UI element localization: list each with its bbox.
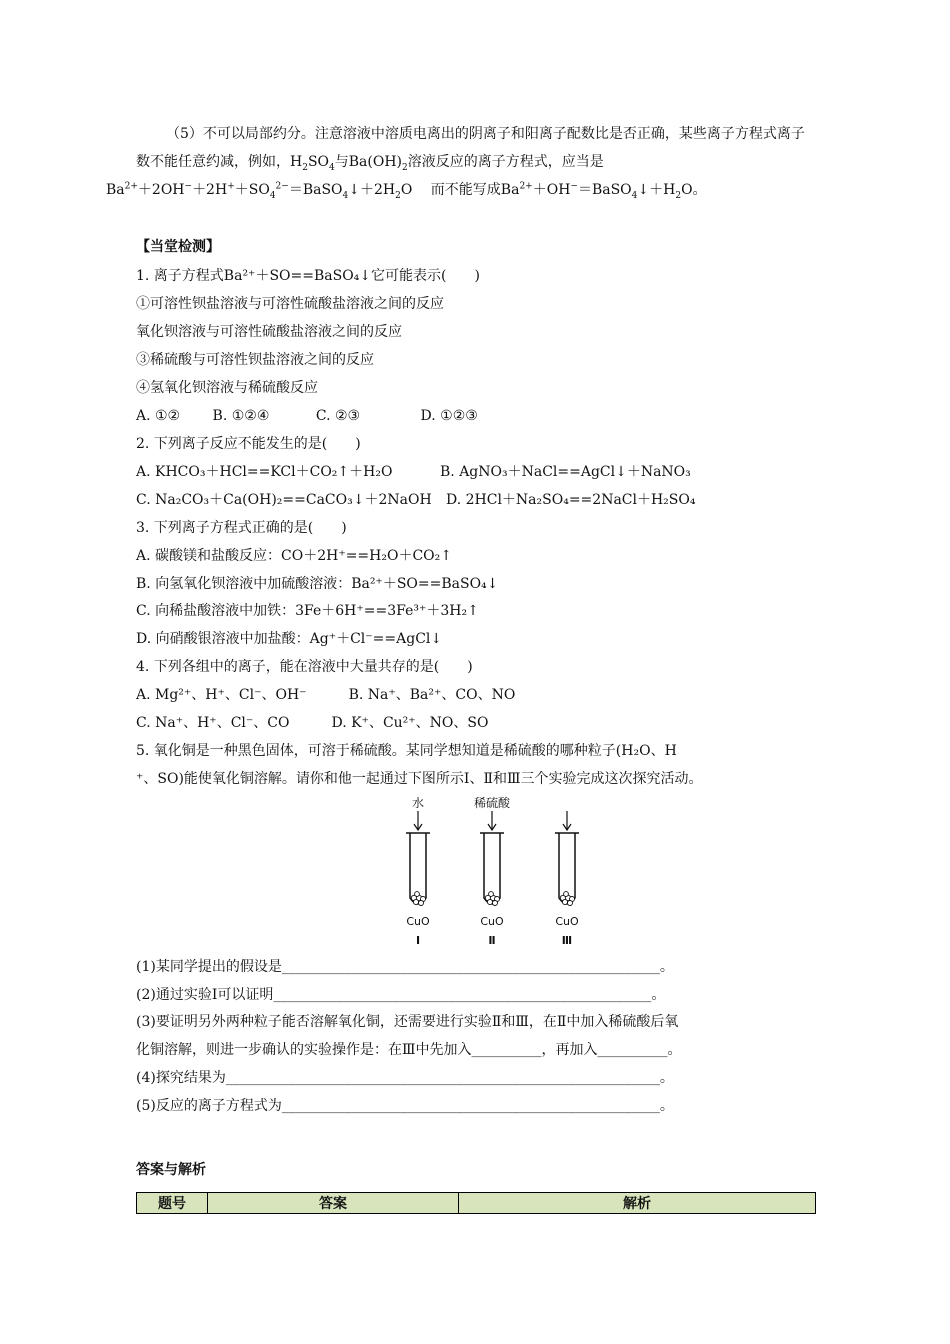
- tube-number-1: Ⅰ: [415, 934, 421, 947]
- equation-correct: $Ba^{2+}+2OH^-+2H^++SO_4^{2-}=BaSO_4↓+2H_2O$: [106, 181, 413, 201]
- q2-option-a: A. KHCO₃＋HCl==KCl＋CO₂↑＋H₂O: [136, 464, 393, 480]
- q4-stem: 4. 下列各组中的离子，能在溶液中大量共存的是( ): [136, 659, 473, 675]
- q1-item-1: ①可溶性钡盐溶液与可溶性硫酸盐溶液之间的反应: [136, 296, 444, 312]
- answers-table-header: [137, 1193, 816, 1214]
- q2-option-d: D. 2HCl＋Na₂SO₄==2NaCl＋H₂SO₄: [446, 492, 696, 508]
- q5-sub-3-line-1: (3)要证明另外两种粒子能否溶解氧化铜，还需要进行实验Ⅱ和Ⅲ，在Ⅱ中加入稀硫酸后氧: [136, 1014, 679, 1030]
- q4-options-cd: C. Na⁺、H⁺、Cl⁻、CO D. K⁺、Cu²⁺、NO、SO: [136, 715, 489, 731]
- section-title: 【当堂检测】: [136, 239, 220, 255]
- q1-item-4: ④氢氧化钡溶液与稀硫酸反应: [136, 380, 318, 396]
- cuo-label-2: CuO: [480, 915, 504, 928]
- col-question-number: 题号: [137, 1193, 208, 1214]
- q2-stem: 2. 下列离子反应不能发生的是( ): [136, 436, 361, 452]
- q1-stem: 1. 离子方程式Ba²⁺＋SO==BaSO₄↓它可能表示( ): [136, 268, 480, 284]
- q2-option-b: B. AgNO₃＋NaCl==AgCl↓＋NaNO₃: [440, 464, 691, 480]
- q5-sub-4: (4)探究结果为______________________________________________________________。: [136, 1070, 674, 1086]
- cuo-label-3: CuO: [555, 915, 579, 928]
- q4-options-ab: A. Mg²⁺、H⁺、Cl⁻、OH⁻ B. Na⁺、Ba²⁺、CO、NO: [136, 687, 516, 703]
- col-analysis: 解析: [459, 1193, 816, 1214]
- equation-wrong: $Ba^{2+}+OH^-=BaSO_4↓+H_2O$。: [500, 181, 707, 201]
- q1-item-2: 氧化钡溶液与可溶性硫酸盐溶液之间的反应: [136, 324, 402, 340]
- q3-option-c: C. 向稀盐酸溶液中加铁：3Fe＋6H⁺==3Fe³⁺＋3H₂↑: [136, 603, 479, 619]
- q3-option-b: B. 向氢氧化钡溶液中加硫酸溶液：Ba²⁺＋SO==BaSO₄↓: [136, 576, 499, 592]
- cuo-label-1: CuO: [406, 915, 430, 928]
- col-answer: 答案: [208, 1193, 459, 1214]
- q2-option-c: C. Na₂CO₃＋Ca(OH)₂==CaCO₃↓＋2NaOH: [136, 492, 432, 508]
- q1-options: A. ①② B. ①②④ C. ②③ D. ①②③: [136, 408, 478, 424]
- q1-item-3: ③稀硫酸与可溶性钡盐溶液之间的反应: [136, 352, 374, 368]
- q5-stem-line-2: ⁺、SO)能使氧化铜溶解。请你和他一起通过下图所示Ⅰ、Ⅱ和Ⅲ三个实验完成这次探究活动。: [136, 771, 703, 787]
- q3-option-d: D. 向硝酸银溶液中加盐酸：Ag⁺＋Cl⁻==AgCl↓: [136, 631, 443, 647]
- test-tubes-figure: [370, 795, 600, 955]
- q5-sub-2: (2)通过实验Ⅰ可以证明______________________________________________________。: [136, 987, 666, 1003]
- answers-table: [136, 1192, 816, 1214]
- label-water: 水: [411, 796, 425, 810]
- q3-option-a: A. 碳酸镁和盐酸反应：CO＋2H⁺==H₂O＋CO₂↑: [136, 548, 452, 564]
- paragraph-rule-5: （5）不可以局部约分。注意溶液中溶质电离出的阴离子和阳离子配数比是否正确，某些离子方程式离子数不能任意约减，例如，$H_2SO_4$与$Ba(OH)_2$溶液反应的离子方程式，应当是 $Ba^{2+}+2OH^-+2H^++SO_4^{2-}=BaSO_4↓+2H_2O$ 而不能写成$Ba^{2+}+OH^-=BaSO_4↓+H_2O$。: [106, 126, 805, 201]
- q5-stem-line-1: 5. 氧化铜是一种黑色固体，可溶于稀硫酸。某同学想知道是稀硫酸的哪种粒子(H₂O、H: [136, 743, 677, 759]
- q5-sub-3-line-2: 化铜溶解，则进一步确认的实验操作是：在Ⅲ中先加入__________，再加入__________。: [136, 1042, 682, 1058]
- q5-sub-1: (1)某同学提出的假设是______________________________________________________。: [136, 959, 674, 975]
- rule-5-text: （5）不可以局部约分。注意溶液中溶质电离出的阴离子和阳离子配数比是否正确，某些离子方程式离子数不能任意约减，例如，: [136, 126, 805, 170]
- q3-stem: 3. 下列离子方程式正确的是( ): [136, 520, 347, 536]
- label-dilute-sulfuric-acid: 稀硫酸: [473, 796, 511, 810]
- q5-sub-5: (5)反应的离子方程式为______________________________________________________。: [136, 1098, 674, 1114]
- tube-number-2: Ⅱ: [488, 934, 496, 947]
- answers-title: 答案与解析: [136, 1162, 206, 1178]
- tube-number-3: Ⅲ: [561, 934, 573, 947]
